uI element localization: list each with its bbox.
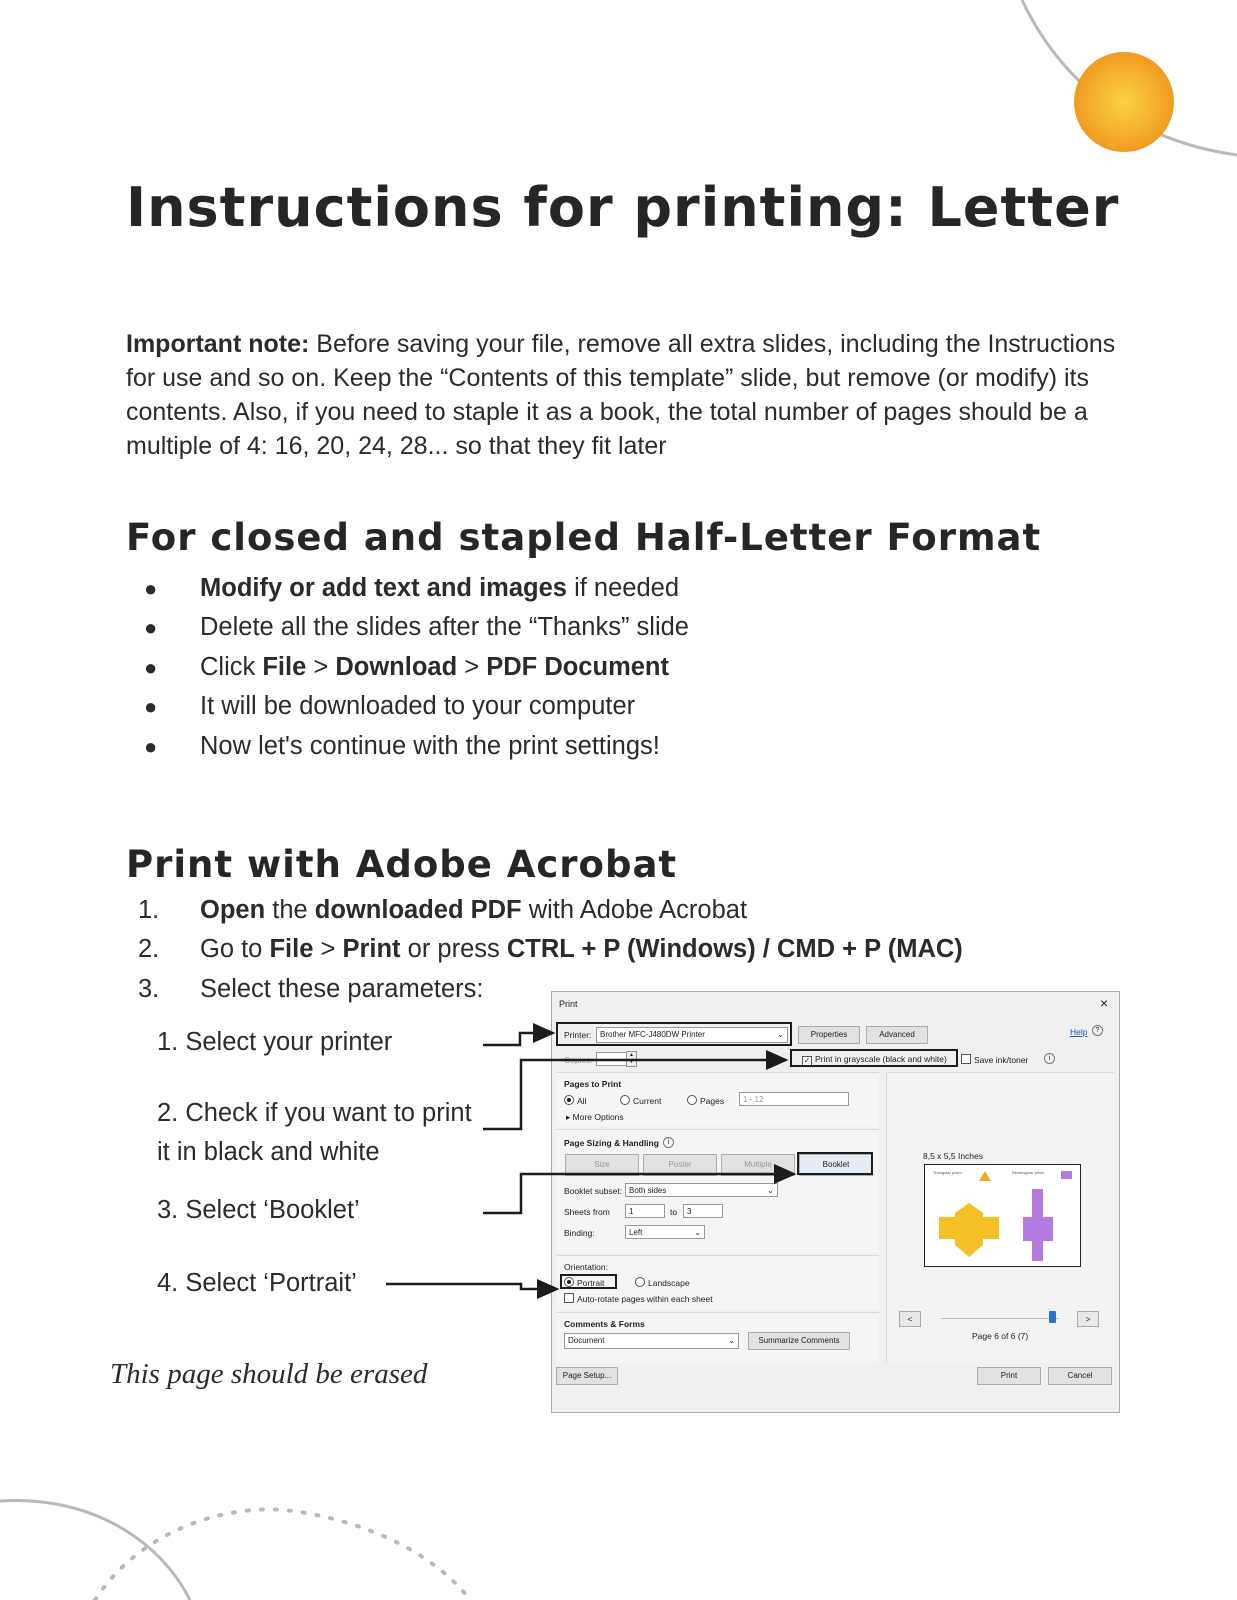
item-number: 3.	[138, 974, 160, 1003]
section-heading-acrobat: Print with Adobe Acrobat	[126, 843, 678, 886]
chevron-down-icon: ⌄	[767, 1186, 774, 1195]
page-title: Instructions for printing: Letter	[126, 176, 1120, 239]
erase-note: This page should be erased	[110, 1358, 428, 1390]
autorotate-label: Auto-rotate pages within each sheet	[577, 1294, 713, 1304]
pages-range-input[interactable]: 1 - 12	[739, 1092, 849, 1106]
current-label: Current	[633, 1096, 662, 1106]
bold-text: File	[262, 652, 307, 681]
orientation-label: Orientation:	[564, 1262, 608, 1272]
substep-grayscale: 2. Check if you want to print it in black and white	[157, 1099, 472, 1166]
printer-value: Brother MFC-J480DW Printer	[600, 1030, 705, 1039]
arrow-printer	[483, 1033, 553, 1045]
poster-button[interactable]: Poster	[643, 1154, 717, 1176]
text: Go to	[200, 935, 270, 964]
bullet: ●	[144, 615, 158, 641]
cancel-button[interactable]: Cancel	[1048, 1367, 1112, 1385]
bullet: ●	[144, 576, 158, 601]
bullet: ●	[144, 654, 158, 680]
bold-text: Modify or add text and images	[200, 574, 567, 602]
dialog-title: Print	[559, 999, 578, 1009]
binding-value: Left	[629, 1228, 643, 1237]
text: if needed	[566, 574, 679, 602]
text: Select these parameters:	[200, 974, 484, 1003]
copies-label: Copies:	[564, 1055, 593, 1065]
portrait-label: Portrait	[577, 1278, 605, 1288]
item-number: 2.	[138, 935, 160, 964]
comments-forms-heading: Comments & Forms	[564, 1319, 645, 1329]
sheets-to-label: to	[670, 1207, 678, 1217]
substep-printer: 1. Select your printer	[157, 1028, 393, 1056]
help-link[interactable]: Help	[1070, 1027, 1088, 1037]
properties-button[interactable]: Properties	[798, 1026, 860, 1044]
preview-size-label: 8,5 x 5,5 Inches	[923, 1151, 984, 1161]
pages-label: Pages	[700, 1096, 725, 1106]
sheets-from-input[interactable]: 1	[625, 1204, 665, 1218]
bullet: ●	[144, 733, 158, 759]
sheets-from-label: Sheets from	[564, 1207, 610, 1217]
grayscale-checkbox[interactable]: ✓	[803, 1056, 811, 1065]
landscape-label: Landscape	[648, 1278, 690, 1288]
advanced-button[interactable]: Advanced	[866, 1026, 928, 1044]
grayscale-label: Print in grayscale (black and white)	[815, 1054, 947, 1064]
substep-booklet: 3. Select ‘Booklet’	[157, 1196, 360, 1224]
chevron-down-icon: ⌄	[777, 1030, 784, 1039]
print-button[interactable]: Print	[977, 1367, 1041, 1385]
booklet-subset-value: Both sides	[629, 1186, 667, 1195]
previous-page-button[interactable]: <	[899, 1311, 921, 1327]
info-icon[interactable]: i	[663, 1137, 674, 1148]
text: Delete all the slides after the “Thanks” slide	[200, 613, 689, 642]
pages-to-print-heading: Pages to Print	[564, 1079, 622, 1089]
booklet-subset-label: Booklet subset:	[564, 1186, 623, 1196]
all-label: All	[577, 1096, 587, 1106]
bold-text: File	[269, 935, 314, 964]
text: >	[313, 935, 343, 964]
size-button[interactable]: Size	[565, 1154, 639, 1176]
bold-text: CTRL + P (Windows) / CMD + P (MAC)	[506, 935, 963, 964]
text: with Adobe Acrobat	[521, 896, 748, 924]
bold-text: Open	[200, 896, 266, 924]
comments-value: Document	[568, 1336, 605, 1345]
printer-label: Printer:	[564, 1030, 592, 1040]
page-setup-button[interactable]: Page Setup...	[556, 1367, 618, 1385]
binding-label: Binding:	[564, 1228, 595, 1238]
chevron-down-icon: ⌄	[694, 1228, 701, 1237]
page-sizing-heading: Page Sizing & Handling	[564, 1138, 659, 1148]
triangle-right-icon: ▸	[566, 1112, 573, 1122]
more-options-label: More Options	[572, 1112, 624, 1122]
arrow-grayscale	[483, 1060, 786, 1129]
next-page-button[interactable]: >	[1077, 1311, 1099, 1327]
page-counter: Page 6 of 6 (7)	[972, 1331, 1029, 1341]
note-text: Before saving your file, remove all extra slides, including the Instructions for use and so on. Keep the “Contents of this template” slide, but remove (or modify) its contents. Also, if you need to staple it as a book, the total number of pages should be a multiple of 4: 16, 20, 24, 28... so that they fit later	[126, 330, 1116, 460]
text: or press	[400, 935, 507, 964]
text: >	[457, 652, 487, 681]
preview-left-caption: Triangular prism	[933, 1170, 962, 1175]
help-icon[interactable]: ?	[1092, 1025, 1103, 1036]
chevron-down-icon: ⌄	[728, 1336, 735, 1345]
arrow-booklet	[483, 1174, 794, 1213]
section-heading-half-letter: For closed and stapled Half-Letter Format	[126, 516, 1042, 559]
save-ink-label: Save ink/toner	[974, 1055, 1029, 1065]
bold-text: downloaded PDF	[314, 896, 522, 924]
multiple-button[interactable]: Multiple	[721, 1154, 795, 1176]
preview-right-caption: Rectangular prism	[1012, 1170, 1045, 1175]
bold-text: Print	[342, 935, 401, 964]
info-icon[interactable]: i	[1044, 1053, 1055, 1064]
text: Now let's continue with the print settings!	[200, 731, 660, 760]
text: the	[265, 896, 315, 924]
booklet-button[interactable]: Booklet	[799, 1154, 873, 1176]
bold-text: PDF Document	[486, 652, 669, 681]
summarize-comments-button[interactable]: Summarize Comments	[748, 1332, 850, 1350]
item-number: 1.	[138, 896, 160, 924]
text: >	[306, 652, 336, 681]
bullet: ●	[144, 694, 158, 720]
bold-text: Download	[335, 652, 458, 681]
note-label: Important note:	[126, 330, 310, 358]
sheets-to-input[interactable]: 3	[683, 1204, 723, 1218]
close-icon[interactable]: ×	[1100, 995, 1109, 1011]
substep-portrait: 4. Select ‘Portrait’	[157, 1269, 357, 1297]
arrow-portrait	[386, 1284, 557, 1289]
text: It will be downloaded to your computer	[200, 692, 636, 721]
copies-stepper-icon[interactable]: ▲ ▼	[626, 1051, 637, 1067]
text: Click	[200, 652, 263, 681]
